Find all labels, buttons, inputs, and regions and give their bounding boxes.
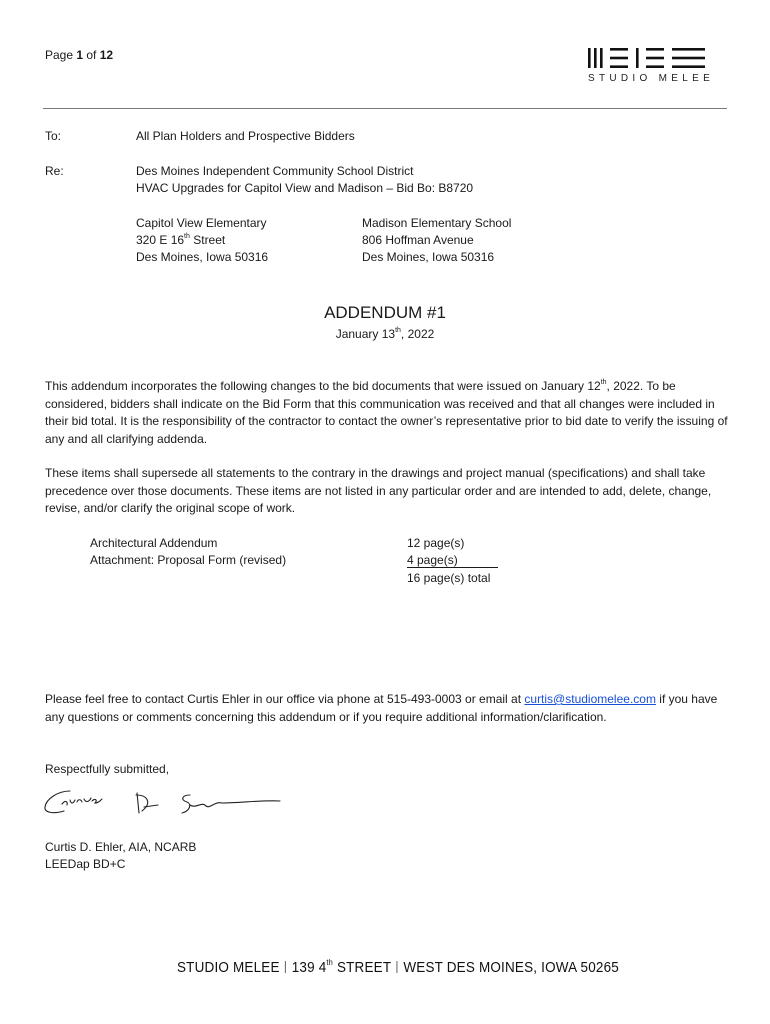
signer-name: Curtis D. Ehler, AIA, NCARB [45, 840, 197, 854]
footer-address [177, 960, 619, 976]
footer-company: STUDIO MELEE [177, 960, 280, 976]
signature-icon [40, 783, 285, 823]
footer-city: WEST DES MOINES, IOWA 50265 [403, 960, 619, 976]
contact-email-link[interactable]: curtis@studiomelee.com [524, 692, 656, 706]
item-pages: 4 page(s) [407, 553, 458, 567]
footer-separator [397, 961, 398, 973]
studio-melee-logo [586, 46, 715, 86]
logo-mark-icon [586, 46, 708, 70]
closing-text: Respectfully submitted, [45, 762, 170, 776]
school-city: Des Moines, Iowa 50316 [362, 250, 495, 264]
contact-paragraph: Please feel free to contact Curtis Ehler in our office via phone at 515-493-0003 or email at curtis@studiomelee.com if you have any questions or comments concerning this addendum or if you require additional information/clarification. [45, 692, 718, 724]
re-district: Des Moines Independent Community School District [136, 164, 414, 178]
re-label: Re: [45, 164, 64, 178]
addendum-title: ADDENDUM #1 [324, 303, 446, 322]
scope-paragraph: These items shall supersede all statements to the contrary in the drawings and project manual (specifications) and shall take precedence over those documents. These items are not listed in any particular order and are intended to add, delete, change, revise, and/or clarify the original scope of work. [45, 466, 712, 515]
page-of: of [83, 48, 100, 62]
logo-text: STUDIO MELEE [588, 73, 715, 84]
item-label: Architectural Addendum [90, 536, 218, 550]
total-underline [407, 567, 498, 568]
page-total: 12 [99, 48, 114, 62]
school-city: Des Moines, Iowa 50316 [136, 250, 269, 264]
header-divider [43, 108, 727, 109]
to-label: To: [45, 129, 62, 143]
page-current: 1 [76, 48, 84, 62]
footer-street: 139 4th STREET [291, 958, 392, 976]
school-address-capitol-view [136, 215, 268, 266]
school-name: Capitol View Elementary [136, 216, 267, 230]
to-value: All Plan Holders and Prospective Bidders [136, 129, 355, 143]
total-pages: 16 page(s) total [407, 571, 491, 585]
school-address-madison [362, 215, 511, 266]
page-prefix: Page [45, 48, 77, 62]
footer-separator [285, 961, 286, 973]
school-name: Madison Elementary School [362, 216, 512, 230]
school-street: 806 Hoffman Avenue [362, 233, 474, 247]
re-project: HVAC Upgrades for Capitol View and Madison – Bid Bo: B8720 [136, 181, 474, 195]
addendum-date: January 13th, 2022 [335, 327, 435, 341]
intro-paragraph: This addendum incorporates the following changes to the bid documents that were issued on January 12th, 2022. To be considered, bidders shall indicate on the Bid Form that this communication was received and that all changes were included in their bid total. It is the responsibility of the contractor to contact the owner’s representative prior to bid date to verify the issuing of any and all clarifying addenda. [45, 379, 728, 446]
signer-credential: LEEDap BD+C [45, 857, 126, 871]
page-indicator [45, 47, 113, 64]
school-street: 320 E 16th Street [136, 233, 226, 247]
item-label: Attachment: Proposal Form (revised) [90, 553, 287, 567]
item-pages: 12 page(s) [407, 536, 465, 550]
